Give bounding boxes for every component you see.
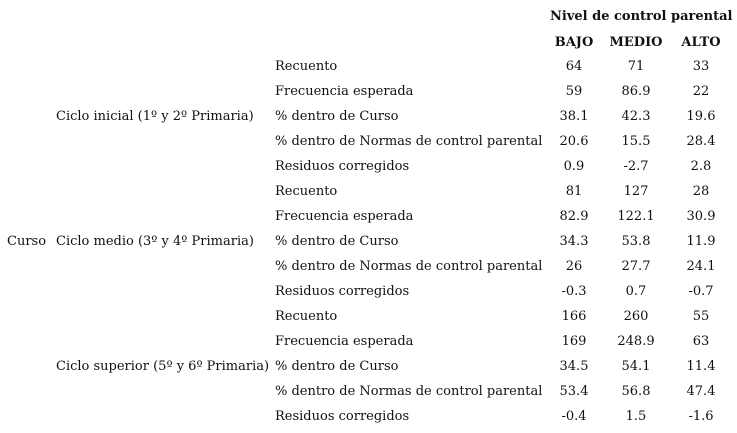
row-label: Residuos corregidos	[275, 159, 410, 174]
column-header-medio: MEDIO	[609, 35, 663, 50]
table-cell: -0.4	[561, 409, 587, 424]
row-label: % dentro de Normas de control parental	[275, 384, 543, 399]
table-cell: 248.9	[617, 334, 655, 349]
table-cell: 11.4	[686, 359, 716, 374]
table-cell: 42.3	[621, 109, 651, 124]
row-label: Frecuencia esperada	[275, 84, 414, 99]
table-cell: 82.9	[559, 209, 589, 224]
row-label: % dentro de Curso	[275, 234, 399, 249]
table-cell: 19.6	[686, 109, 716, 124]
table-cell: 24.1	[686, 259, 716, 274]
row-label: Frecuencia esperada	[275, 209, 414, 224]
table-cell: 0.9	[563, 159, 585, 174]
table-title: Nivel de control parental	[550, 9, 733, 24]
table-cell: 81	[565, 184, 583, 199]
column-header-bajo: BAJO	[554, 35, 594, 50]
row-label: Recuento	[275, 309, 338, 324]
table-cell: 28	[692, 184, 710, 199]
row-label: Residuos corregidos	[275, 409, 410, 424]
table-cell: 11.9	[686, 234, 716, 249]
table-cell: 0.7	[625, 284, 647, 299]
table-cell: 56.8	[621, 384, 651, 399]
table-cell: 260	[623, 309, 649, 324]
table-cell: 63	[692, 334, 710, 349]
table-cell: -2.7	[623, 159, 649, 174]
table-cell: 26	[565, 259, 583, 274]
table-cell: 22	[692, 84, 710, 99]
row-label: Residuos corregidos	[275, 284, 410, 299]
table-cell: 86.9	[621, 84, 651, 99]
table-cell: 28.4	[686, 134, 716, 149]
table-cell: 2.8	[690, 159, 712, 174]
table-cell: 53.8	[621, 234, 651, 249]
group-label: Ciclo medio (3º y 4º Primaria)	[56, 234, 254, 249]
table-cell: 54.1	[621, 359, 651, 374]
row-label: % dentro de Curso	[275, 109, 399, 124]
row-variable-label: Curso	[7, 234, 47, 249]
table-cell: 33	[692, 59, 710, 74]
row-label: % dentro de Curso	[275, 359, 399, 374]
table-cell: 169	[561, 334, 587, 349]
table-cell: 34.5	[559, 359, 589, 374]
table-cell: 20.6	[559, 134, 589, 149]
table-cell: -0.7	[688, 284, 714, 299]
row-label: Recuento	[275, 184, 338, 199]
group-label: Ciclo inicial (1º y 2º Primaria)	[56, 109, 254, 124]
table-cell: 15.5	[621, 134, 651, 149]
group-label: Ciclo superior (5º y 6º Primaria)	[56, 359, 270, 374]
table-cell: 27.7	[621, 259, 651, 274]
table-cell: 47.4	[686, 384, 716, 399]
table-cell: 122.1	[617, 209, 655, 224]
column-header-alto: ALTO	[681, 35, 721, 50]
table-cell: 55	[692, 309, 710, 324]
table-cell: -0.3	[561, 284, 587, 299]
table-cell: 34.3	[559, 234, 589, 249]
table-cell: 166	[561, 309, 587, 324]
row-label: % dentro de Normas de control parental	[275, 134, 543, 149]
table-cell: 127	[623, 184, 649, 199]
table-cell: 1.5	[625, 409, 647, 424]
row-label: Frecuencia esperada	[275, 334, 414, 349]
table-cell: 30.9	[686, 209, 716, 224]
row-label: Recuento	[275, 59, 338, 74]
table-cell: -1.6	[688, 409, 714, 424]
row-label: % dentro de Normas de control parental	[275, 259, 543, 274]
table-cell: 59	[565, 84, 583, 99]
table-cell: 64	[565, 59, 583, 74]
table-cell: 71	[627, 59, 645, 74]
table-cell: 38.1	[559, 109, 589, 124]
table-cell: 53.4	[559, 384, 589, 399]
